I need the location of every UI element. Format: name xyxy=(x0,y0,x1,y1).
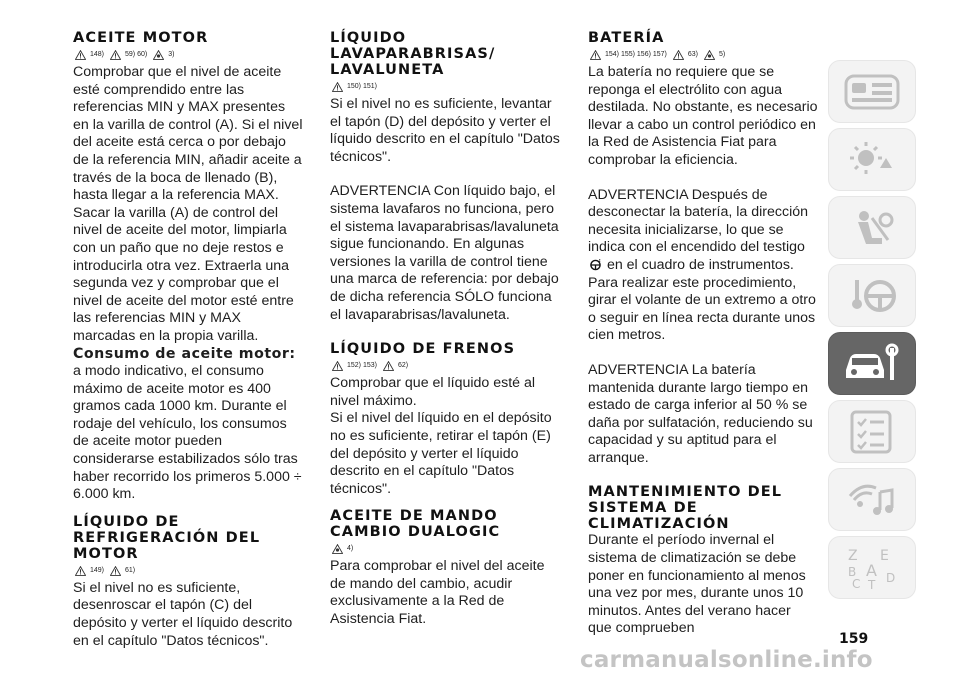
heading-liquido-frenos: LÍQUIDO DE FRENOS xyxy=(330,341,516,358)
warning-refs xyxy=(75,565,303,577)
paragraph xyxy=(588,187,818,345)
attention-triangle-icon xyxy=(110,50,121,60)
warning-refs xyxy=(332,360,562,372)
tab-warning-lights[interactable] xyxy=(828,128,916,191)
svg-text:C: C xyxy=(852,576,861,590)
steering-warning-icon xyxy=(588,259,603,271)
warning-refs xyxy=(332,81,562,93)
heading-aceite-motor: ACEITE MOTOR xyxy=(73,30,209,46)
ref-number: 148) xyxy=(90,51,105,59)
index-letters-icon xyxy=(842,546,902,590)
tab-starting-driving[interactable] xyxy=(828,264,916,327)
warning-triangle-icon xyxy=(590,50,601,60)
ref-number: 59) 60) xyxy=(125,51,148,59)
ref-number: 152) 153) xyxy=(347,362,377,370)
paragraph: Sacar la varilla (A) de control del nivel de aceite del motor, limpiarla con un paño que no deje restos e introducirla otra vez. Extraerla una segunda vez y comprobar que el nivel de aceite del motor esté entre las referencias MIN y MAX marcadas en la propia varilla. xyxy=(73,204,294,344)
ref-number: 61) xyxy=(125,567,136,575)
paragraph: ADVERTENCIA Con líquido bajo, el sistema lavafaros no funciona, pero el sistema lavaparabrisas/lavaluneta sigue funcionando. En algunas versiones la varilla de control tiene una marca de referencia: por debajo de dicha referencia SÓLO funciona el lavaparabrisas/lavaluneta. xyxy=(330,183,559,323)
svg-text:B: B xyxy=(848,564,857,579)
environment-triangle-icon xyxy=(332,544,343,554)
heading-bateria: BATERÍA xyxy=(588,30,665,46)
heading-aceite-cambio-dualogic: ACEITE DE MANDO CAMBIO DUALOGIC xyxy=(330,508,501,541)
svg-text:Z: Z xyxy=(848,547,858,564)
column-3 xyxy=(588,30,818,638)
paragraph xyxy=(73,346,303,504)
heading-liquido-refrigeracion: LÍQUIDO DE REFRIGERACIÓN DEL MOTOR xyxy=(73,513,261,562)
paragraph-text: a modo indicativo, el consumo máximo de aceite motor es 400 gramos cada 1000 km. Durante el rodaje del vehículo, los consumos de aceite motor pueden considerarse estabilizados sólo tras haber recorrido los primeros 5.000 ÷ 6.000 km. xyxy=(73,363,302,503)
paragraph-text: en el cuadro de instrumentos. Para realizar este procedimiento, girar el volante de un extremo a otro o seguir en línea recta durante unos cien metros. xyxy=(588,256,816,344)
paragraph: Durante el período invernal el sistema de climatización se debe poner en funcionamiento al menos una vez por mes, durante unos 10 minutos. Antes del verano hacer que comprueben xyxy=(588,532,806,637)
paragraph: ADVERTENCIA La batería mantenida durante largo tiempo en estado de carga inferior al 50 % se daña por sulfatación, reduciendo su capacidad y su aptitud para el arranque. xyxy=(588,361,813,466)
warning-refs xyxy=(590,49,818,61)
environment-triangle-icon xyxy=(153,50,164,60)
warning-triangle-icon xyxy=(75,566,86,576)
svg-text:E: E xyxy=(880,547,889,564)
paragraph: Si el nivel del líquido en el depósito no es suficiente, retirar el tapón (E) del depósito y verter el líquido descrito en el capítulo "Datos técnicos". xyxy=(330,410,552,497)
ref-number: 4) xyxy=(347,545,354,553)
paragraph: Si el nivel no es suficiente, desenroscar el tapón (C) del depósito y verter el líquido descrito en el capítulo "Datos técnicos". xyxy=(73,579,293,649)
ref-number: 62) xyxy=(397,362,409,370)
column-2 xyxy=(330,30,562,629)
ref-number: 63) xyxy=(687,51,699,59)
svg-text:D: D xyxy=(886,570,896,585)
ref-number: 5) xyxy=(719,51,726,59)
paragraph: Comprobar que el líquido esté al nivel máximo. xyxy=(330,375,536,409)
checklist-icon xyxy=(842,410,902,454)
car-service-icon xyxy=(842,342,902,386)
paragraph: La batería no requiere que se reponga el electrólito con agua destilada. No obstante, es necesario llevar a cabo un control periódico en la Red de Asistencia Fiat para comprobar la eficiencia. xyxy=(588,64,818,168)
dashboard-icon xyxy=(842,70,902,114)
svg-text:T: T xyxy=(868,577,876,590)
paragraph: Comprobar que el nivel de aceite esté comprendido entre las referencias MIN y MAX presentes en la varilla de control (A). Si el nivel del aceite está cerca o por debajo de la referencia MIN, añadir aceite a través de la boca de llenado (B), hasta llegar a la referencia MAX. xyxy=(73,64,303,204)
warning-refs xyxy=(332,543,562,555)
paragraph: Si el nivel no es suficiente, levantar el tapón (D) del depósito y verter el líquido descrito en el capítulo "Datos técnicos". xyxy=(330,96,560,165)
warning-refs xyxy=(75,49,303,61)
ref-number: 149) xyxy=(90,567,105,575)
column-1 xyxy=(73,30,303,650)
warning-triangle-icon xyxy=(332,82,343,92)
ref-number: 154) 155) 156) 157) xyxy=(605,51,667,59)
heading-liquido-lavaparabrisas: LÍQUIDO LAVAPARABRISAS/ LAVALUNETA xyxy=(330,30,496,78)
tab-dashboard[interactable] xyxy=(828,60,916,123)
tab-multimedia[interactable] xyxy=(828,468,916,531)
svg-text:A: A xyxy=(866,560,877,580)
paragraph-text: ADVERTENCIA Después de desconectar la batería, la dirección necesita inicializarse, lo que se indica con el encendido del testigo xyxy=(588,186,809,256)
page-number: 159 xyxy=(839,631,869,647)
attention-triangle-icon xyxy=(110,566,121,576)
multimedia-icon xyxy=(842,478,902,522)
heading-mantenimiento-climatizacion: MANTENIMIENTO DEL SISTEMA DE CLIMATIZACIÓN xyxy=(588,484,783,533)
paragraph: Para comprobar el nivel del aceite de mando del cambio, acudir exclusivamente a la Red de Asistencia Fiat. xyxy=(330,558,545,628)
attention-triangle-icon xyxy=(383,361,394,371)
watermark: carmanualsonline.info xyxy=(580,647,873,673)
tab-safety[interactable] xyxy=(828,196,916,259)
chapter-sidebar xyxy=(828,60,916,604)
tab-technical-data[interactable] xyxy=(828,400,916,463)
environment-triangle-icon xyxy=(704,50,715,60)
warning-lights-icon xyxy=(842,138,902,182)
tab-index[interactable] xyxy=(828,536,916,599)
tab-maintenance[interactable] xyxy=(828,332,916,395)
key-steering-icon xyxy=(842,274,902,318)
bold-term: Consumo de aceite motor: xyxy=(73,345,296,362)
ref-number: 3) xyxy=(168,51,175,59)
ref-number: 150) 151) xyxy=(347,83,377,91)
warning-triangle-icon xyxy=(332,361,343,371)
warning-triangle-icon xyxy=(75,50,86,60)
svg-text:!: ! xyxy=(598,258,601,265)
airbag-seat-icon xyxy=(842,206,902,250)
attention-triangle-icon xyxy=(673,50,684,60)
